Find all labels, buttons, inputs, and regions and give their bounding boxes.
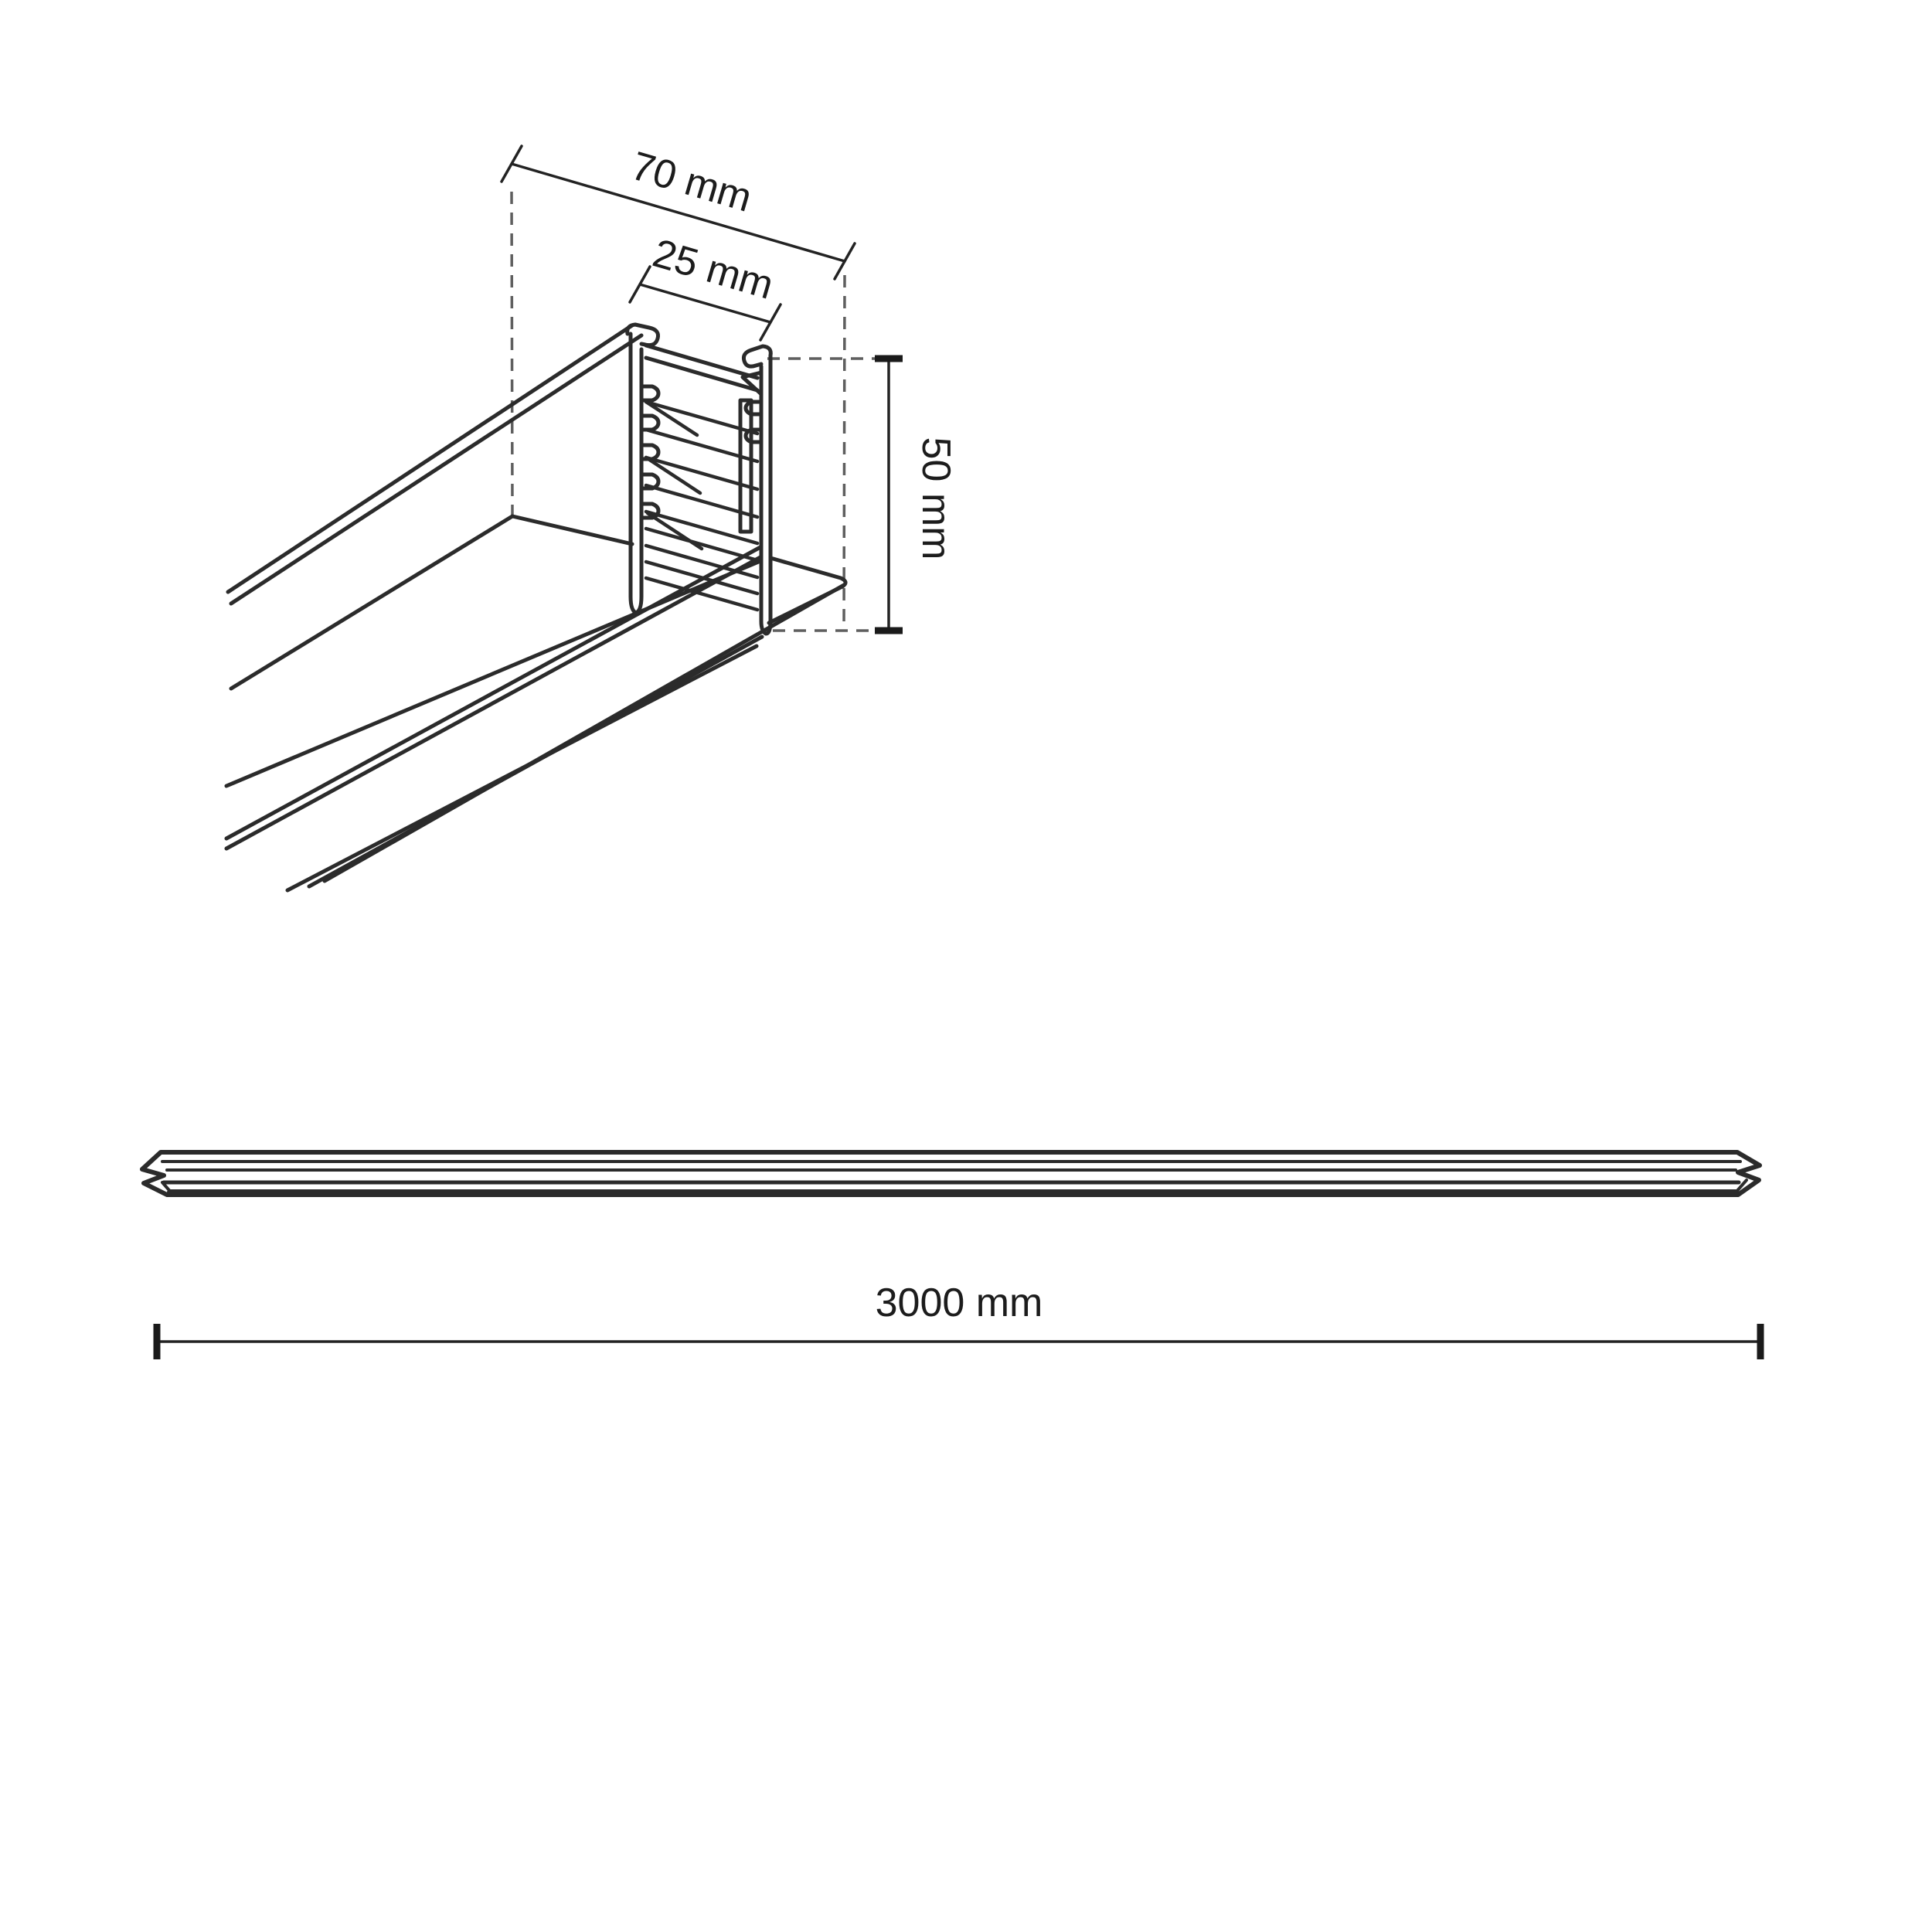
iso-section-view (226, 144, 958, 890)
dashed-line-right-vertical (844, 275, 845, 629)
dimension-depth (875, 359, 958, 631)
dimension-length (157, 1281, 1760, 1359)
tick (760, 304, 781, 340)
tick (630, 267, 650, 302)
track-cross-section (628, 325, 845, 634)
dim-label-depth: 50 mm (913, 437, 958, 560)
tooth (641, 386, 658, 400)
floor-front-edge (226, 561, 760, 786)
floor-edge-outer (226, 547, 760, 838)
floor-edge-thickness (226, 557, 760, 849)
rail-outline (142, 1152, 1760, 1195)
dim-label-length: 3000 mm (875, 1281, 1043, 1325)
floor-back-edge (512, 516, 632, 544)
right-tooth (746, 402, 761, 414)
tick (835, 243, 855, 279)
wall-floor-junction (231, 516, 512, 689)
rail-side-profile (142, 1152, 1760, 1195)
tooth (641, 416, 658, 430)
trim-flange (769, 558, 845, 623)
dimension-opening-width (630, 231, 781, 340)
right-wall (761, 355, 770, 634)
side-view (142, 1152, 1760, 1359)
left-wall (631, 334, 641, 613)
right-wall-top-hook (743, 346, 770, 366)
tick (502, 146, 522, 182)
wall-top-outer-edge (228, 325, 632, 592)
dim-label-outer-width: 70 mm (626, 143, 757, 221)
dim-label-opening-width: 25 mm (648, 230, 779, 308)
